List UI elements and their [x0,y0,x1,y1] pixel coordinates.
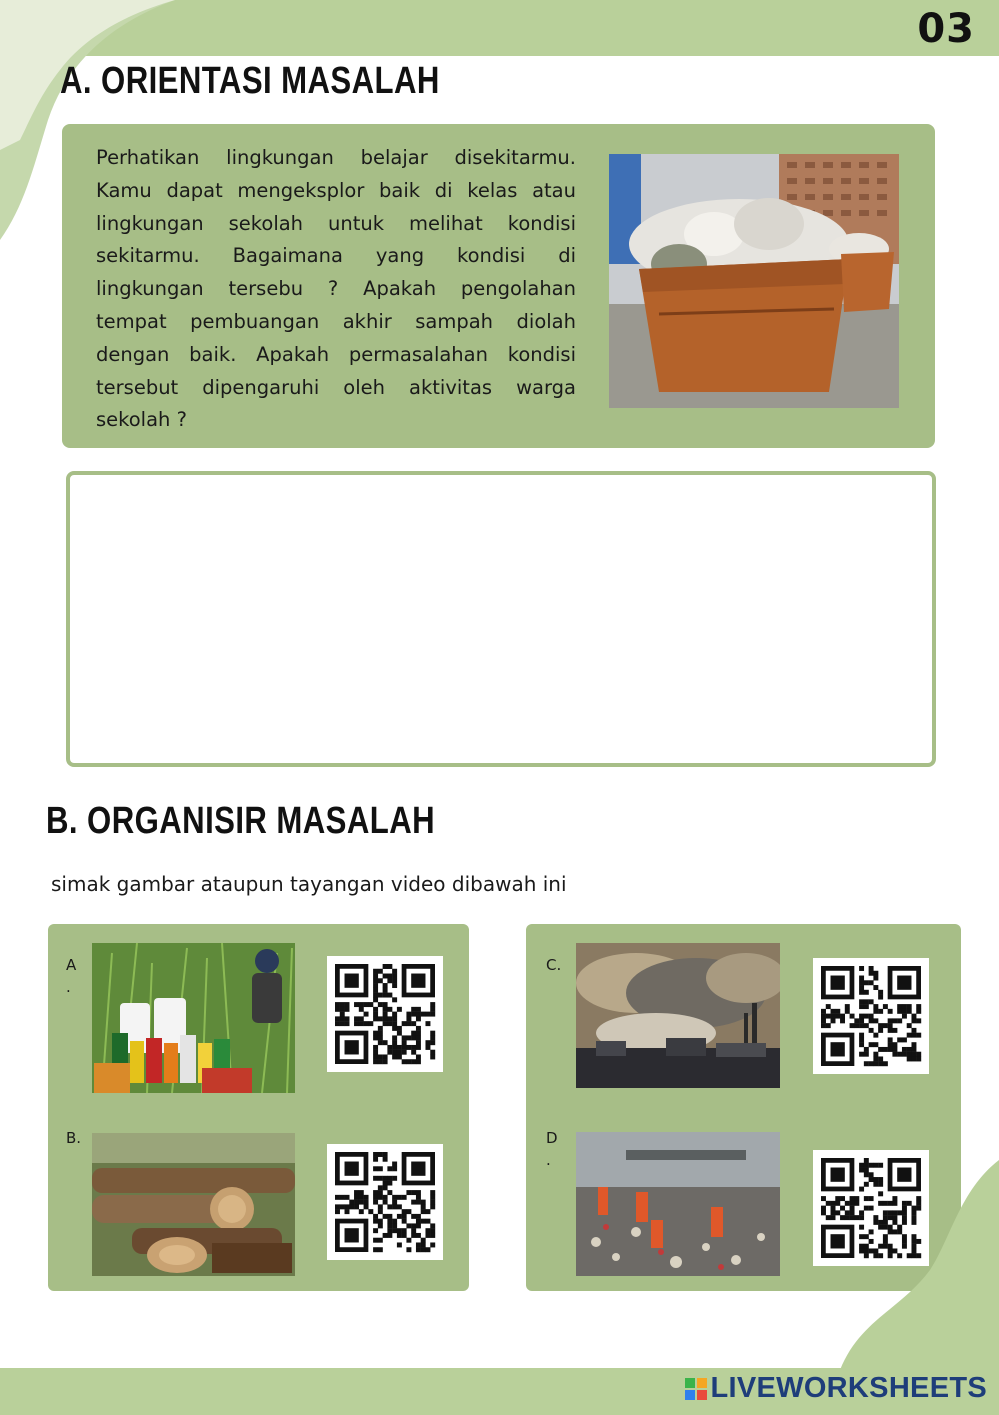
answer-input-box[interactable] [66,471,936,767]
page-number: 03 [917,6,975,52]
pesticide-photo [92,943,295,1093]
item-label-d: D . [546,1129,558,1169]
section-b-heading: B. ORGANISIR MASALAH [46,800,436,842]
orientation-panel [62,124,935,448]
qr-code-c[interactable] [813,958,929,1074]
factory-pollution-photo [576,943,780,1088]
item-label-c: C. [546,956,562,974]
item-label-a: A . [66,956,77,996]
brand-text: LIVEWORKSHEETS [710,1372,987,1404]
section-a-heading: A. ORIENTASI MASALAH [60,60,440,102]
item-label-b: B. [66,1129,82,1147]
logo-blocks-icon [685,1378,707,1400]
garbage-container-photo [609,154,899,408]
liveworksheets-logo [685,1372,988,1405]
qr-code-a[interactable] [327,956,443,1072]
orientation-text: Perhatikan lingkungan belajar disekitarmu. Kamu dapat mengeksplor baik di kelas atau lingkungan sekolah untuk melihat kondisi sekitarmu. Bagaimana yang kondisi di lingkungan tersebu ? Apakah pengolahan tempat pembuangan akhir sampah diolah dengan baik. Apakah permasalahan kondisi tersebut dipengaruhi oleh aktivitas warga sekolah ? [96,146,576,432]
instruction-text: simak gambar ataupun tayangan video dibawah ini [51,872,567,896]
